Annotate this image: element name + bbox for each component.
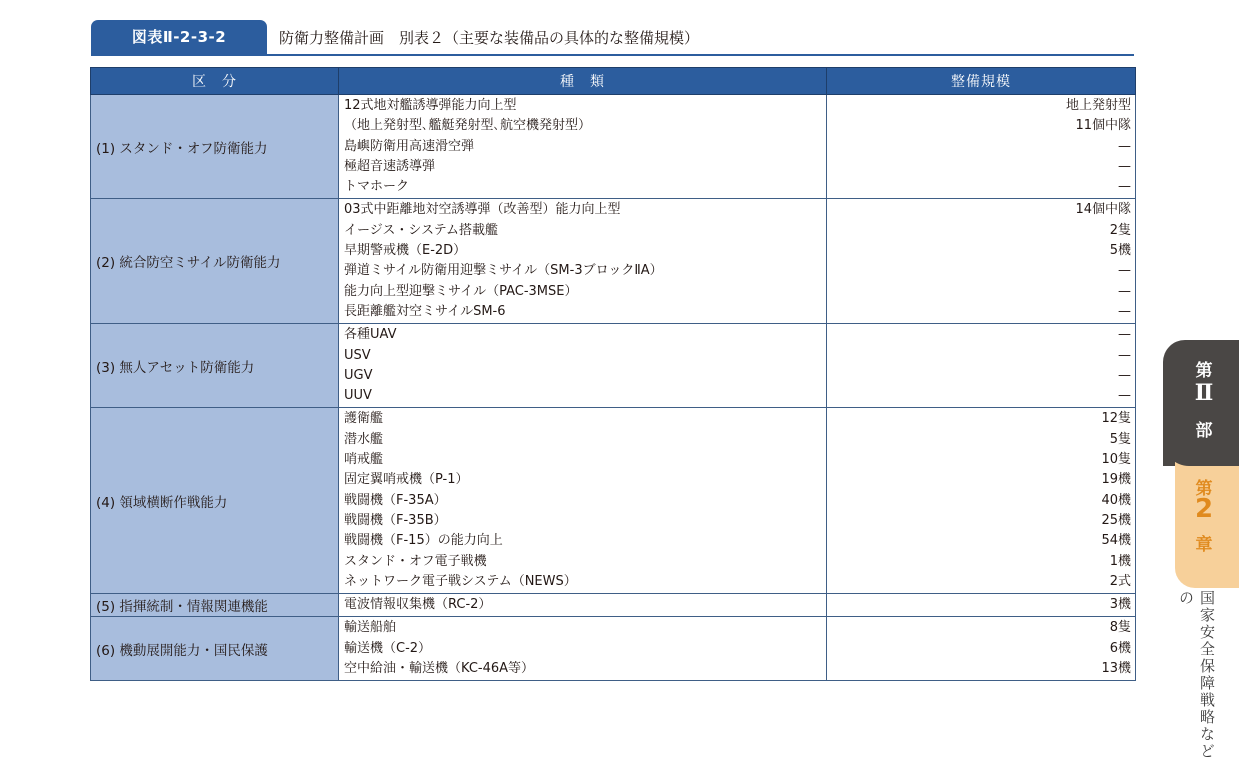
equipment-scale: 54機 xyxy=(1101,533,1131,549)
equipment-scale: 地上発射型 xyxy=(1065,98,1131,113)
equipment-type: 輸送機（C-2） xyxy=(344,640,432,656)
equipment-scale: — xyxy=(1118,158,1131,174)
equipment-type: UUV xyxy=(344,388,372,404)
equipment-type: 各種UAV xyxy=(344,327,397,343)
equipment-scale: — xyxy=(1118,263,1131,279)
category-cell: (6) 機動展開能力・国民保護 xyxy=(91,617,339,681)
column-header-type: 種 類 xyxy=(339,68,827,95)
scale-cell xyxy=(827,594,1136,617)
equipment-scale: — xyxy=(1118,367,1131,383)
equipment-scale: 13機 xyxy=(1101,661,1131,677)
equipment-scale: — xyxy=(1118,138,1131,154)
section-title-vertical: 国家安全保障戦略などの xyxy=(1177,590,1216,760)
equipment-scale: 14個中隊 xyxy=(1075,202,1131,218)
table-header-row xyxy=(91,68,1136,95)
equipment-type: トマホーク xyxy=(344,179,410,195)
equipment-scale: 2隻 xyxy=(1109,222,1131,238)
equipment-scale: — xyxy=(1118,347,1131,363)
equipment-scale: 12隻 xyxy=(1101,411,1131,427)
category-cell: (1) スタンド・オフ防衛能力 xyxy=(91,95,339,199)
equipment-type: ネットワーク電子戦システム（NEWS） xyxy=(344,573,577,589)
figure-label: 図表Ⅱ-2-3-2 xyxy=(91,20,267,55)
types-cell xyxy=(339,199,827,324)
scale-cell xyxy=(827,95,1136,199)
equipment-table xyxy=(90,67,1136,681)
equipment-scale: 5機 xyxy=(1109,243,1131,259)
equipment-scale: — xyxy=(1118,327,1131,343)
chapter-label-3: 章 xyxy=(1195,535,1213,555)
scale-cell xyxy=(827,617,1136,681)
table-row xyxy=(91,199,1136,324)
types-cell xyxy=(339,594,827,617)
equipment-type: スタンド・オフ電子戦機 xyxy=(344,553,487,569)
table-row xyxy=(91,324,1136,408)
table-row xyxy=(91,617,1136,681)
types-cell xyxy=(339,408,827,594)
scale-cell xyxy=(827,324,1136,408)
equipment-type: イージス・システム搭載艦 xyxy=(344,222,499,238)
category-cell: (3) 無人アセット防衛能力 xyxy=(91,324,339,408)
equipment-type: 潜水艦 xyxy=(344,431,384,447)
types-cell xyxy=(339,95,827,199)
equipment-scale: — xyxy=(1118,283,1131,299)
equipment-type: 戦闘機（F-35B） xyxy=(344,512,447,528)
equipment-scale: 1機 xyxy=(1109,553,1131,569)
part-label-2: Ⅱ xyxy=(1194,380,1214,406)
category-cell: (5) 指揮統制・情報関連機能 xyxy=(91,594,339,617)
equipment-scale: 19機 xyxy=(1101,472,1131,488)
equipment-type: 護衛艦 xyxy=(344,411,384,427)
chapter-label-2: 2 xyxy=(1194,494,1214,524)
column-header-category: 区 分 xyxy=(91,68,339,95)
equipment-type: 空中給油・輸送機（KC-46A等） xyxy=(344,661,535,677)
equipment-type: 弾道ミサイル防衛用迎撃ミサイル（SM-3ブロックⅡA） xyxy=(344,263,663,279)
equipment-scale: 5隻 xyxy=(1109,431,1131,447)
equipment-type: 長距離艦対空ミサイルSM-6 xyxy=(344,303,506,319)
chapter-side-tab xyxy=(1163,340,1239,588)
equipment-scale: 25機 xyxy=(1101,512,1131,528)
scale-cell xyxy=(827,199,1136,324)
types-cell xyxy=(339,617,827,681)
scale-cell xyxy=(827,408,1136,594)
equipment-scale: 10隻 xyxy=(1101,452,1131,468)
equipment-scale: — xyxy=(1118,303,1131,319)
equipment-scale: — xyxy=(1118,179,1131,195)
types-cell xyxy=(339,324,827,408)
table-row xyxy=(91,408,1136,594)
chapter-label-1: 第 xyxy=(1195,479,1213,499)
equipment-type: 電波情報収集機（RC-2） xyxy=(344,597,492,613)
equipment-type: 固定翼哨戒機（P-1） xyxy=(344,472,469,488)
equipment-type: 哨戒艦 xyxy=(344,452,384,468)
part-label-3: 部 xyxy=(1195,421,1213,441)
figure-header xyxy=(91,20,1134,56)
equipment-type: 能力向上型迎撃ミサイル（PAC-3MSE） xyxy=(344,283,578,299)
equipment-type: 12式地対艦誘導弾能力向上型 xyxy=(344,98,517,113)
equipment-scale: 3機 xyxy=(1109,597,1131,613)
equipment-type: USV xyxy=(344,347,371,363)
category-cell: (4) 領域横断作戦能力 xyxy=(91,408,339,594)
table-body xyxy=(91,95,1136,681)
part-tab-curve xyxy=(1163,440,1239,466)
equipment-scale: 8隻 xyxy=(1109,620,1131,636)
equipment-scale: 6機 xyxy=(1109,640,1131,656)
equipment-type: 輸送船舶 xyxy=(344,620,397,636)
equipment-type: （地上発射型､艦艇発射型､航空機発射型） xyxy=(344,118,592,134)
equipment-type: 極超音速誘導弾 xyxy=(344,158,436,174)
table-row xyxy=(91,95,1136,199)
column-header-scale: 整備規模 xyxy=(827,68,1136,95)
equipment-type: 戦闘機（F-35A） xyxy=(344,492,447,508)
equipment-type: UGV xyxy=(344,367,373,383)
equipment-type: 島嶼防衛用高速滑空弾 xyxy=(344,138,475,154)
equipment-scale: 11個中隊 xyxy=(1075,118,1131,134)
header-divider xyxy=(91,54,1134,56)
figure-title: 防衛力整備計画 別表２（主要な装備品の具体的な整備規模） xyxy=(279,29,700,47)
equipment-type: 早期警戒機（E-2D） xyxy=(344,243,467,259)
table-row xyxy=(91,594,1136,617)
equipment-scale: — xyxy=(1118,388,1131,404)
equipment-type: 戦闘機（F-15）の能力向上 xyxy=(344,533,503,549)
equipment-type: 03式中距離地対空誘導弾（改善型）能力向上型 xyxy=(344,202,621,218)
category-cell: (2) 統合防空ミサイル防衛能力 xyxy=(91,199,339,324)
part-label-1: 第 xyxy=(1195,361,1213,381)
equipment-scale: 2式 xyxy=(1109,573,1131,589)
equipment-scale: 40機 xyxy=(1101,492,1131,508)
